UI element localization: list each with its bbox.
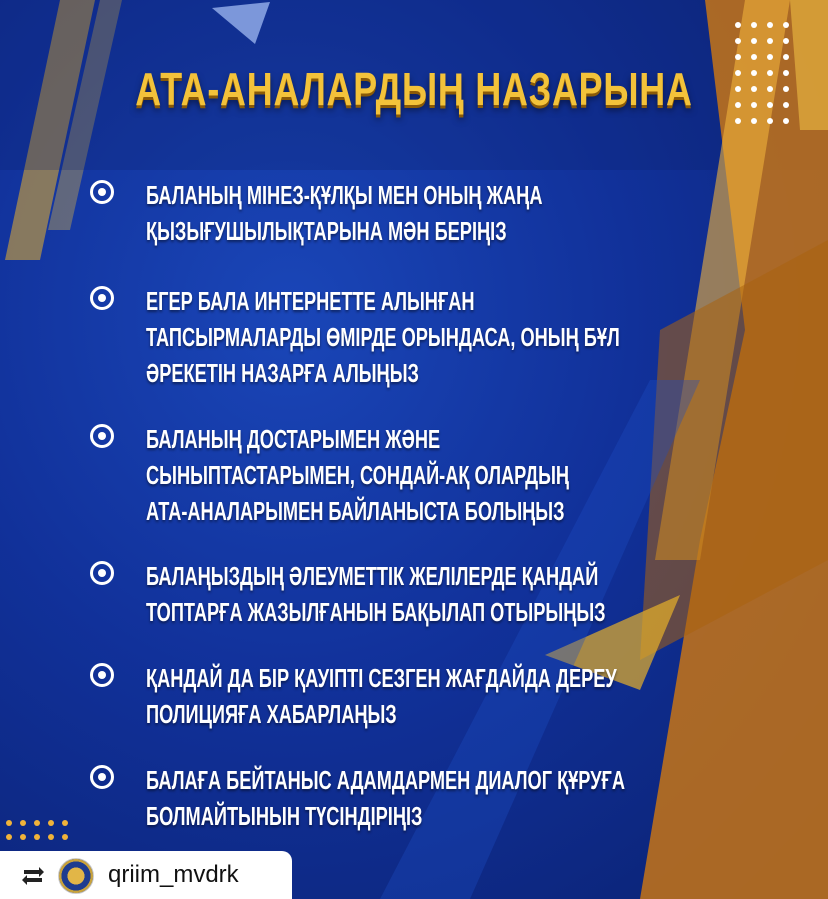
radio-bullet-icon <box>90 663 114 687</box>
radio-bullet-icon <box>90 424 114 448</box>
radio-bullet-icon <box>90 286 114 310</box>
radio-bullet-icon <box>90 765 114 789</box>
list-item <box>90 762 770 842</box>
decorative-dot-grid-top-right <box>735 22 805 142</box>
list-item <box>90 660 770 740</box>
list-item <box>90 283 770 393</box>
list-item-text: БАЛАНЫҢ ДОСТАРЫМЕН ЖӘНЕ СЫНЫПТАСТАРЫМЕН, СОНДАЙ-АҚ ОЛАРДЫҢ АТА-АНАЛАРЫМЕН БАЙЛАНЫСТА БОЛЫҢЫЗ <box>146 424 570 526</box>
list-item-text: БАЛАНЫҢ МІНЕЗ-ҚҰЛҚЫ МЕН ОНЫҢ ЖАҢА ҚЫЗЫҒУШЫЛЫҚТАРЫНА МӘН БЕРІҢІЗ <box>146 180 543 246</box>
list-item-text: ҚАНДАЙ ДА БІР ҚАУІПТІ СЕЗГЕН ЖАҒДАЙДА ДЕРЕУ ПОЛИЦИЯҒА ХАБАРЛАҢЫЗ <box>146 663 617 729</box>
list-item <box>90 421 770 531</box>
list-item <box>90 558 770 638</box>
repost-attribution-bar <box>0 851 292 899</box>
list-item-text: ЕГЕР БАЛА ИНТЕРНЕТТЕ АЛЫНҒАН ТАПСЫРМАЛАРДЫ ӨМІРДЕ ОРЫНДАСА, ОНЫҢ БҰЛ ӘРЕКЕТІН НАЗАРҒА АЛЫҢЫЗ <box>146 286 620 388</box>
repost-icon <box>20 865 46 887</box>
radio-bullet-icon <box>90 561 114 585</box>
list-item-text: БАЛАҒА БЕЙТАНЫС АДАМДАРМЕН ДИАЛОГ ҚҰРУҒА БОЛМАЙТЫНЫН ТҮСІНДІРІҢІЗ <box>146 765 625 831</box>
decorative-dot-grid-bottom-left <box>6 820 86 850</box>
username-link[interactable]: qriim_mvdrk <box>108 861 239 888</box>
list-item <box>90 177 770 257</box>
radio-bullet-icon <box>90 180 114 204</box>
poster-title: АТА-АНАЛАРДЫҢ НАЗАРЫНА <box>135 63 693 115</box>
police-emblem-avatar-icon[interactable] <box>58 858 94 894</box>
list-item-text: БАЛАҢЫЗДЫҢ ӘЛЕУМЕТТІК ЖЕЛІЛЕРДЕ ҚАНДАЙ ТОПТАРҒА ЖАЗЫЛҒАНЫН БАҚЫЛАП ОТЫРЫҢЫЗ <box>146 561 606 627</box>
